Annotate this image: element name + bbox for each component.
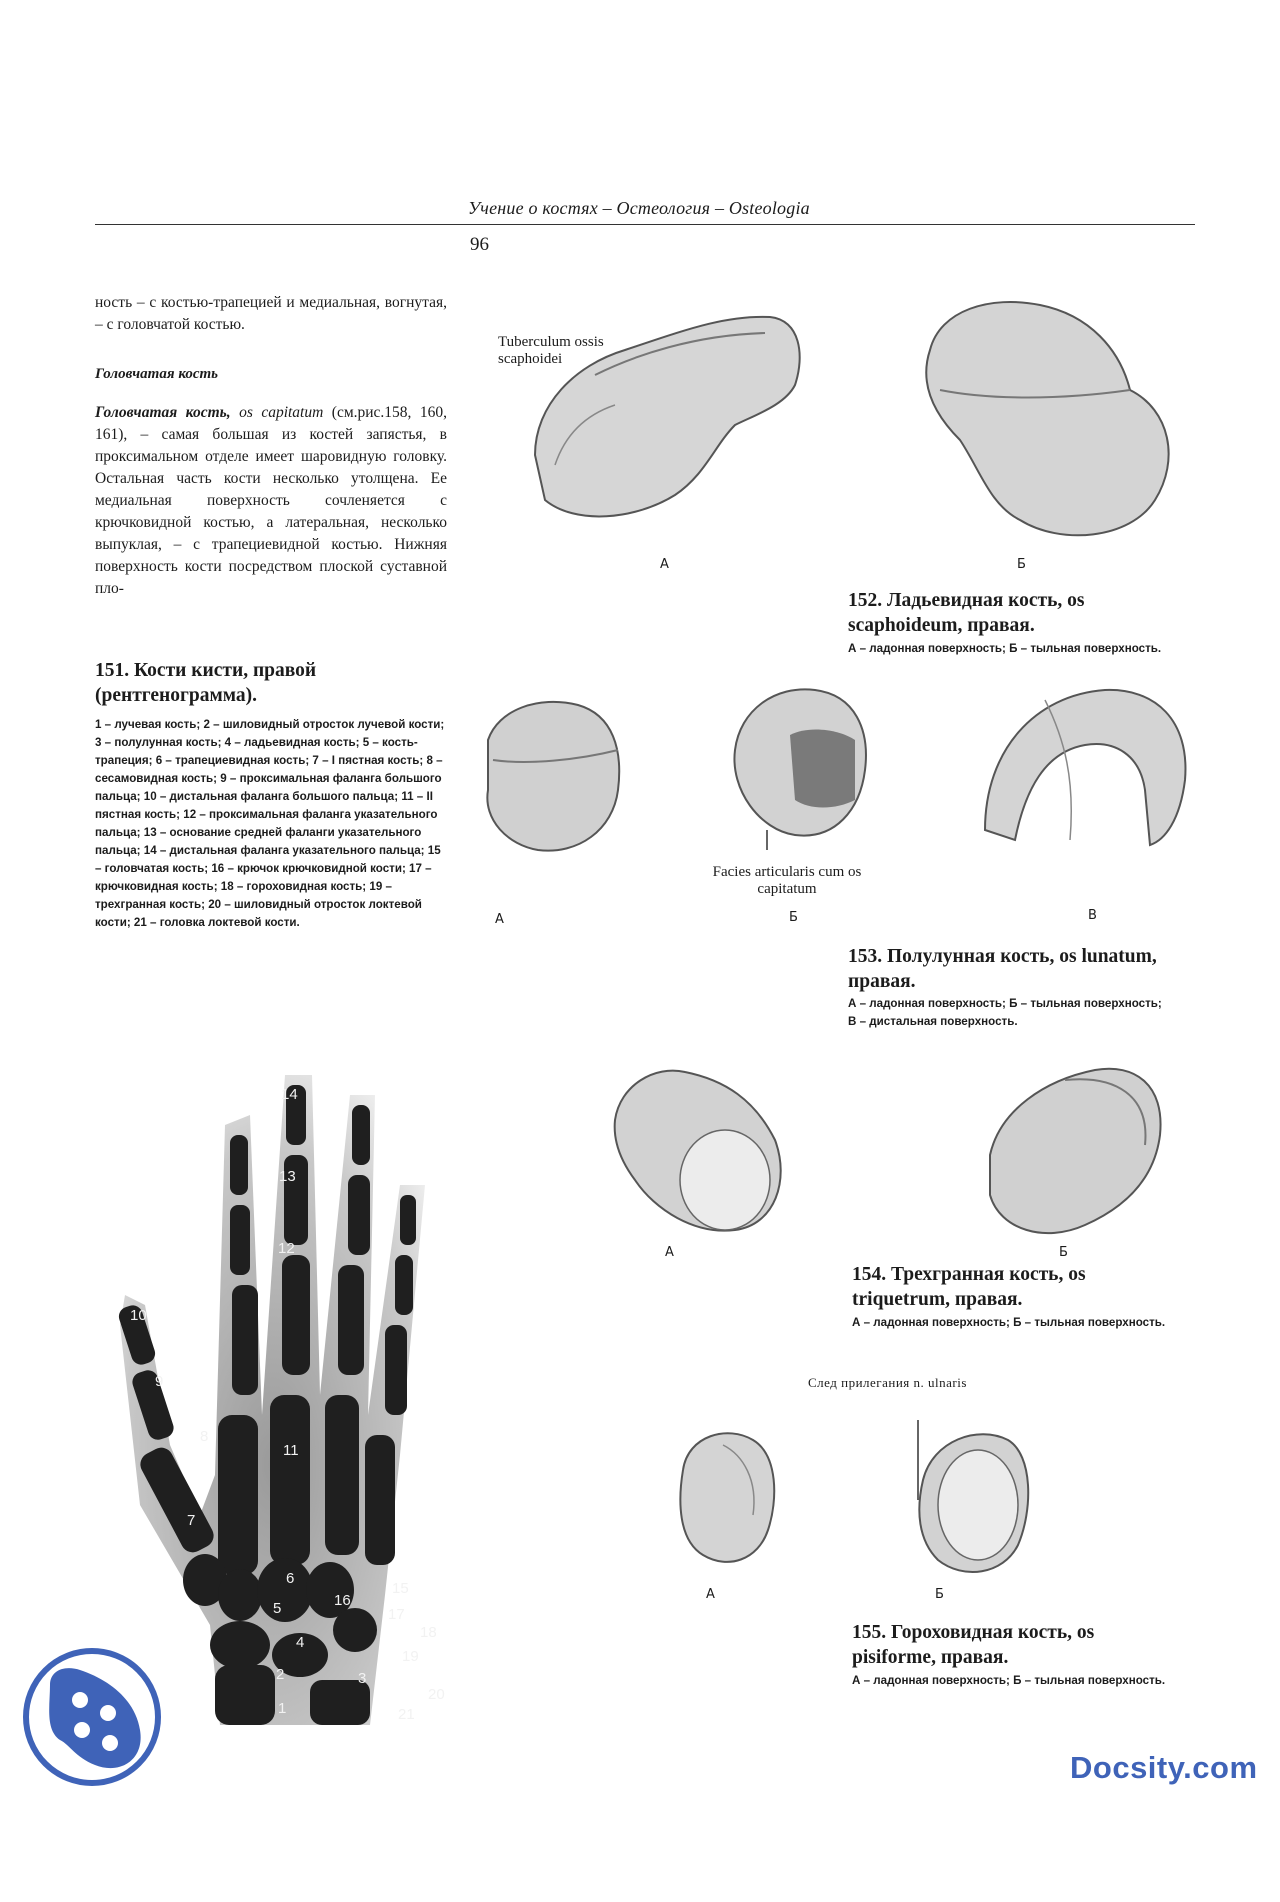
view-label-b: Б [1017,557,1026,572]
intro-paragraph: ность – с костью-трапецией и медиальная, вогнутая, – с головчатой костью. [95,294,447,333]
xray-label: 7 [187,1512,196,1529]
fig152-legend: А – ладонная поверхность; Б – тыльная поверхность. [848,642,1162,655]
pisiform-dorsal-illustration [908,1420,1038,1585]
xray-label: 6 [286,1570,295,1587]
xray-label: 11 [283,1442,299,1459]
xray-label: 17 [388,1606,405,1623]
fig152-title: 152. Ладьевидная кость, os scaphoideum, правая. [848,590,1085,636]
xray-label: 21 [398,1706,415,1723]
xray-label: 1 [278,1700,287,1717]
term-russian: Головчатая кость, [95,404,231,421]
page-number: 96 [470,234,489,255]
xray-label: 20 [428,1686,445,1703]
triquetrum-dorsal-illustration [975,1055,1175,1250]
xray-label: 9 [155,1373,164,1390]
xray-label: 5 [273,1600,282,1617]
xray-label: 18 [420,1624,437,1641]
fig151-title: 151. Кости кисти, правой (рентгенограмма). [95,660,317,706]
scaphoid-palmar-illustration [515,295,805,535]
xray-label: 3 [358,1670,367,1687]
view-label-b: Б [1059,1245,1068,1260]
fig153-title: 153. Полулунная кость, os lunatum, правая. [848,946,1157,992]
xray-label: 12 [278,1240,295,1257]
view-label-a: А [665,1245,674,1260]
view-label-a: А [660,557,669,572]
xray-label: 10 [130,1307,147,1324]
fig155-legend: А – ладонная поверхность; Б – тыльная поверхность. [852,1674,1166,1687]
term-latin: os capitatum [239,404,324,421]
lunate-palmar-illustration [468,690,628,860]
scaphoid-dorsal-illustration [900,290,1180,560]
xray-label: 15 [392,1580,409,1597]
docsity-logo-icon[interactable] [20,1645,165,1790]
xray-label: 2 [276,1666,285,1683]
xray-label: 19 [402,1648,419,1665]
tuberculum-callout: Tuberculum ossis scaphoidei [498,334,604,367]
xray-label: 14 [281,1086,298,1103]
fig155-title: 155. Гороховидная кость, os pisiforme, правая. [852,1622,1095,1668]
view-label-a: А [706,1587,715,1602]
xray-label: 16 [334,1592,351,1609]
view-label-c: В [1088,908,1097,923]
running-title: Учение о костях – Остеология – Osteologia [468,198,810,218]
pisiform-palmar-illustration [668,1420,783,1570]
section-paragraph [95,402,447,600]
fig154-legend: А – ладонная поверхность; Б – тыльная поверхность. [852,1316,1166,1329]
xray-label: 13 [279,1168,296,1185]
n-ulnaris-callout: След прилегания n. ulnaris [808,1375,967,1390]
fig151-legend: 1 – лучевая кость; 2 – шиловидный отросток лучевой кости; 3 – полулунная кость; 4 – ладьевидная кость; 5 – кость-трапеция; 6 – трапециевидная кость; 7 – I пястная кость; 8 – сесамовидная кость; 9 – проксимальная фаланга большого пальца; 10 – дистальная фаланга большого пальца; 11 – II пястная кость; 12 – проксимальная фаланга указательного пальца; 13 – основание средней фаланги указательного пальца; 14 – дистальная фаланга указательного пальца; 15 – головчатая кость; 16 – крючок крючковидной кости; 17 – крючковидная кость; 18 – гороховидная кость; 19 – трехгранная кость; 20 – шиловидный отросток локтевой кости; 21 – головка локтевой кости. [95,718,445,929]
xray-label: 8 [200,1428,209,1445]
view-label-a: А [495,912,504,927]
docsity-brand-link[interactable]: Docsity.com [1070,1750,1258,1785]
xray-label: 4 [296,1634,305,1651]
section-heading: Головчатая кость [95,366,219,382]
fig153-legend: А – ладонная поверхность; Б – тыльная поверхность; В – дистальная поверхность. [848,997,1162,1028]
lunate-distal-illustration [975,680,1195,860]
lunate-dorsal-illustration [715,680,875,850]
view-label-b: Б [789,910,798,925]
fig154-title: 154. Трехгранная кость, os triquetrum, правая. [852,1264,1086,1310]
section-body-text: (см.рис.158, 160, 161), – самая большая из костей запястья, в проксимальном отделе имеет шаровидную головку. Остальная часть кости несколько утолщена. Ее медиальная поверхность сочленяется с крючковидной костью, а латеральная, несколько выпуклая, – с трапециевидной костью. Нижняя поверхность кости посредством плоской суставной пло- [95,404,448,597]
triquetrum-palmar-illustration [605,1060,795,1250]
view-label-b: Б [935,1587,944,1602]
facies-articularis-callout: Facies articularis cum os capitatum [712,864,862,897]
header-divider [95,224,1195,225]
